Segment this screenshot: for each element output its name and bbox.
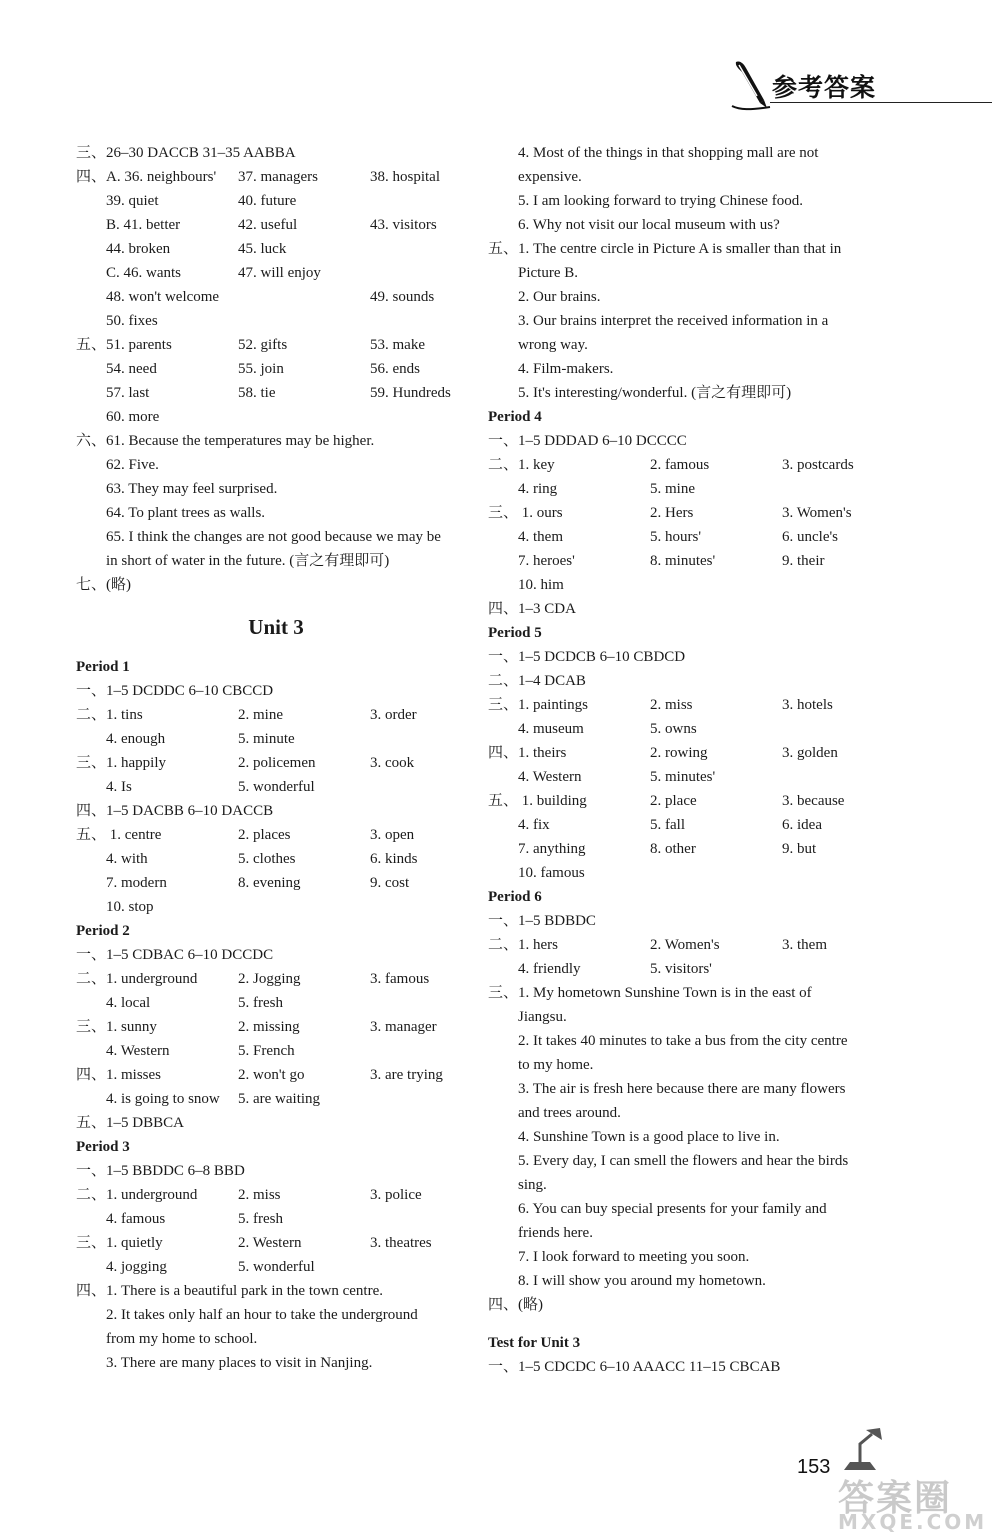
answer-line bbox=[488, 405, 888, 429]
answer-line bbox=[76, 1111, 476, 1135]
section-answer: 三、 1. ours bbox=[488, 505, 563, 521]
answer-item: 2. miss bbox=[238, 1187, 281, 1203]
answer-item: 4. enough bbox=[106, 731, 166, 747]
period-heading: Period 3 bbox=[76, 1139, 130, 1155]
answer-item: 2. Western bbox=[238, 1235, 302, 1251]
answer-line bbox=[488, 741, 888, 765]
section-answer: 一、1–5 CDBAC 6–10 DCCDC bbox=[76, 947, 274, 963]
answer-item: 8. evening bbox=[238, 875, 301, 891]
answer-item: 2. It takes only half an hour to take the underground bbox=[106, 1307, 418, 1323]
answer-line bbox=[76, 1327, 476, 1351]
answer-line bbox=[488, 885, 888, 909]
section-answer: 二、1. underground bbox=[76, 971, 198, 987]
answer-line bbox=[488, 765, 888, 789]
answer-line bbox=[488, 693, 888, 717]
answer-line bbox=[488, 573, 888, 597]
answer-line bbox=[76, 1279, 476, 1303]
answer-line bbox=[488, 1005, 888, 1029]
answer-line bbox=[488, 165, 888, 189]
answer-item: 5. minute bbox=[238, 731, 295, 747]
answer-item: 2. places bbox=[238, 827, 291, 843]
answer-item: 2. mine bbox=[238, 707, 283, 723]
answer-item: 38. hospital bbox=[370, 169, 440, 185]
answer-item: C. 46. wants bbox=[106, 265, 181, 281]
unit-title: Unit 3 bbox=[248, 615, 304, 639]
answer-line bbox=[76, 1183, 476, 1207]
answer-item: 3. police bbox=[370, 1187, 422, 1203]
answer-item: 4. ring bbox=[518, 481, 558, 497]
answer-line bbox=[76, 381, 476, 405]
answer-item: 3. The air is fresh here because there are many flowers bbox=[518, 1081, 846, 1097]
answer-item: 48. won't welcome bbox=[106, 289, 220, 305]
answer-line bbox=[76, 1231, 476, 1255]
answer-item: 3. There are many places to visit in Nanjing. bbox=[106, 1355, 373, 1371]
answer-item: 5. minutes' bbox=[650, 769, 716, 785]
answer-item: 3. famous bbox=[370, 971, 430, 987]
answer-item: 2. It takes 40 minutes to take a bus from the city centre bbox=[518, 1033, 848, 1049]
answer-line bbox=[76, 655, 476, 679]
answer-item: 5. fall bbox=[650, 817, 685, 833]
answer-line bbox=[488, 1245, 888, 1269]
answer-item: sing. bbox=[518, 1177, 547, 1193]
answer-item: 3. because bbox=[782, 793, 845, 809]
answer-item: 4. with bbox=[106, 851, 148, 867]
section-answer: 五、 1. building bbox=[488, 793, 587, 809]
answer-item: 3. open bbox=[370, 827, 415, 843]
answer-line bbox=[488, 1197, 888, 1221]
answer-item: 6. idea bbox=[782, 817, 822, 833]
answer-line bbox=[488, 1331, 888, 1355]
section-answer: 三、1. quietly bbox=[76, 1235, 163, 1251]
answer-item: 4. Film-makers. bbox=[518, 361, 614, 377]
answer-line bbox=[488, 1101, 888, 1125]
answer-item: 4. Is bbox=[106, 779, 132, 795]
answer-line bbox=[488, 429, 888, 453]
answer-item: 3. Our brains interpret the received information in a bbox=[518, 313, 829, 329]
answer-line bbox=[488, 525, 888, 549]
answer-item: 2. Hers bbox=[650, 505, 694, 521]
answer-item: 5. owns bbox=[650, 721, 697, 737]
answer-line bbox=[488, 381, 888, 405]
answer-line bbox=[76, 333, 476, 357]
answer-item: 53. make bbox=[370, 337, 425, 353]
answer-item: 6. Why not visit our local museum with us? bbox=[518, 217, 780, 233]
answer-item: 5. Every day, I can smell the flowers and hear the birds bbox=[518, 1153, 849, 1169]
answer-line bbox=[76, 165, 476, 189]
answer-item: 6. kinds bbox=[370, 851, 418, 867]
answer-item: 5. wonderful bbox=[238, 779, 315, 795]
answer-item: 39. quiet bbox=[106, 193, 159, 209]
answer-line bbox=[76, 775, 476, 799]
answer-line bbox=[76, 895, 476, 919]
period-heading: Period 6 bbox=[488, 889, 542, 905]
answer-item: 5. It's interesting/wonderful. (言之有理即可) bbox=[518, 385, 792, 401]
answer-line bbox=[76, 727, 476, 751]
answer-item: 4. friendly bbox=[518, 961, 581, 977]
answer-item: 37. managers bbox=[238, 169, 318, 185]
section-answer: 四、1. misses bbox=[76, 1067, 162, 1083]
page-header bbox=[730, 56, 992, 112]
answer-line bbox=[76, 213, 476, 237]
answer-item: 5. French bbox=[238, 1043, 295, 1059]
answer-line bbox=[76, 967, 476, 991]
answer-line bbox=[488, 1317, 888, 1331]
section-answer: 三、1. My hometown Sunshine Town is in the east of bbox=[488, 985, 812, 1001]
answer-item: wrong way. bbox=[518, 337, 588, 353]
section-answer: 二、1. key bbox=[488, 457, 555, 473]
answer-line bbox=[76, 1303, 476, 1327]
answer-line bbox=[76, 357, 476, 381]
watermark-text: 答案圈 bbox=[838, 1478, 953, 1519]
section-answer: 五、1–5 DBBCA bbox=[76, 1115, 184, 1131]
answer-line bbox=[488, 597, 888, 621]
answer-line bbox=[76, 919, 476, 943]
answer-item: 49. sounds bbox=[370, 289, 435, 305]
section-answer: 三、1. paintings bbox=[488, 697, 588, 713]
section-answer: 二、1. tins bbox=[76, 707, 143, 723]
answer-item: 4. is going to snow bbox=[106, 1091, 220, 1107]
answer-item: 64. To plant trees as walls. bbox=[106, 505, 266, 521]
answer-line bbox=[488, 549, 888, 573]
answer-item: 57. last bbox=[106, 385, 150, 401]
answer-item: 3. cook bbox=[370, 755, 415, 771]
answer-item: 40. future bbox=[238, 193, 297, 209]
answer-line bbox=[488, 1269, 888, 1293]
answer-line bbox=[488, 1355, 888, 1379]
answer-line bbox=[488, 669, 888, 693]
answer-line bbox=[76, 1255, 476, 1279]
answer-line bbox=[76, 1351, 476, 1375]
answer-item: 4. local bbox=[106, 995, 151, 1011]
answer-item: 4. them bbox=[518, 529, 563, 545]
answer-line bbox=[76, 799, 476, 823]
answer-item: friends here. bbox=[518, 1225, 593, 1241]
section-answer: 一、1–5 CDCDC 6–10 AAACC 11–15 CBCAB bbox=[488, 1359, 781, 1375]
answer-line bbox=[488, 981, 888, 1005]
answer-item: and trees around. bbox=[518, 1105, 621, 1121]
answer-line bbox=[488, 1149, 888, 1173]
answer-item: 8. I will show you around my hometown. bbox=[518, 1273, 766, 1289]
answer-item: 60. more bbox=[106, 409, 160, 425]
answer-line bbox=[488, 1293, 888, 1317]
answer-line bbox=[488, 237, 888, 261]
section-answer: 六、61. Because the temperatures may be higher. bbox=[76, 433, 375, 449]
answer-line bbox=[76, 1159, 476, 1183]
answer-line bbox=[488, 789, 888, 813]
answer-line bbox=[488, 453, 888, 477]
section-answer: 五、 1. centre bbox=[76, 827, 162, 843]
answer-line bbox=[76, 751, 476, 775]
answer-line bbox=[76, 1015, 476, 1039]
section-answer: 三、1. happily bbox=[76, 755, 166, 771]
answer-line bbox=[76, 309, 476, 333]
answer-item: 10. famous bbox=[518, 865, 585, 881]
answer-item: 5. fresh bbox=[238, 995, 283, 1011]
left-column bbox=[76, 141, 476, 1375]
answer-line bbox=[488, 333, 888, 357]
answer-line bbox=[76, 871, 476, 895]
answer-line bbox=[488, 837, 888, 861]
answer-line bbox=[76, 189, 476, 213]
pen-icon bbox=[730, 56, 776, 112]
period-heading: Period 1 bbox=[76, 659, 130, 675]
answer-item: 5. clothes bbox=[238, 851, 296, 867]
period-heading: Period 2 bbox=[76, 923, 130, 939]
answer-line bbox=[488, 501, 888, 525]
answer-item: 5. fresh bbox=[238, 1211, 283, 1227]
answer-line bbox=[76, 525, 476, 549]
answer-item: 3. are trying bbox=[370, 1067, 443, 1083]
answer-item: 47. will enjoy bbox=[238, 265, 321, 281]
answer-item: 2. place bbox=[650, 793, 697, 809]
answer-line bbox=[76, 823, 476, 847]
answer-item: 2. won't go bbox=[238, 1067, 305, 1083]
answer-item: 5. visitors' bbox=[650, 961, 712, 977]
section-answer: 一、1–5 BDBDC bbox=[488, 913, 596, 929]
answer-item: from my home to school. bbox=[106, 1331, 258, 1347]
period-heading: Period 5 bbox=[488, 625, 542, 641]
section-answer: 四、(略) bbox=[488, 1297, 543, 1313]
answer-line bbox=[488, 909, 888, 933]
answer-item: 58. tie bbox=[238, 385, 276, 401]
answer-line bbox=[76, 429, 476, 453]
header-rule bbox=[770, 102, 992, 103]
answer-item: 7. I look forward to meeting you soon. bbox=[518, 1249, 750, 1265]
answer-line bbox=[76, 501, 476, 525]
watermark bbox=[830, 1426, 1002, 1532]
answer-line bbox=[76, 285, 476, 309]
section-answer: 四、1. theirs bbox=[488, 745, 567, 761]
answer-item: 4. museum bbox=[518, 721, 584, 737]
answer-item: 10. stop bbox=[106, 899, 154, 915]
answer-line bbox=[76, 549, 476, 573]
answer-line bbox=[76, 453, 476, 477]
answer-line bbox=[488, 1053, 888, 1077]
section-answer: 三、26–30 DACCB 31–35 AABBA bbox=[76, 145, 296, 161]
answer-item: to my home. bbox=[518, 1057, 594, 1073]
answer-item: 7. modern bbox=[106, 875, 167, 891]
answer-item: 9. but bbox=[782, 841, 817, 857]
answer-item: 4. jogging bbox=[106, 1259, 167, 1275]
section-answer: 二、1. hers bbox=[488, 937, 558, 953]
answer-line bbox=[76, 1063, 476, 1087]
answer-line bbox=[76, 573, 476, 597]
answer-item: 8. minutes' bbox=[650, 553, 716, 569]
answer-item: 2. miss bbox=[650, 697, 693, 713]
section-answer: 四、1–3 CDA bbox=[488, 601, 576, 617]
answer-line bbox=[76, 1135, 476, 1159]
answer-item: 3. manager bbox=[370, 1019, 437, 1035]
answer-item: 2. Jogging bbox=[238, 971, 301, 987]
section-answer: 二、1. underground bbox=[76, 1187, 198, 1203]
answer-item: 44. broken bbox=[106, 241, 171, 257]
section-answer: 四、1. There is a beautiful park in the town centre. bbox=[76, 1283, 383, 1299]
answer-line bbox=[488, 957, 888, 981]
answer-item: 42. useful bbox=[238, 217, 298, 233]
answer-line bbox=[488, 1029, 888, 1053]
answer-item: 50. fixes bbox=[106, 313, 158, 329]
answer-line bbox=[76, 405, 476, 429]
answer-line bbox=[488, 813, 888, 837]
answer-item: 55. join bbox=[238, 361, 284, 377]
section-answer: 五、1. The centre circle in Picture A is smaller than that in bbox=[488, 241, 842, 257]
answer-line bbox=[488, 621, 888, 645]
answer-item: 56. ends bbox=[370, 361, 420, 377]
watermark-lamp-icon bbox=[836, 1426, 896, 1476]
answer-item: 10. him bbox=[518, 577, 564, 593]
answer-item: 5. I am looking forward to trying Chinese food. bbox=[518, 193, 803, 209]
answer-line bbox=[76, 1087, 476, 1111]
answer-line bbox=[488, 261, 888, 285]
answer-line bbox=[488, 861, 888, 885]
section-answer: 七、(略) bbox=[76, 577, 131, 593]
answer-item: 2. famous bbox=[650, 457, 710, 473]
answer-line bbox=[488, 285, 888, 309]
answer-item: 65. I think the changes are not good because we may be bbox=[106, 529, 441, 545]
answer-line bbox=[488, 933, 888, 957]
answer-item: 4. fix bbox=[518, 817, 550, 833]
answer-line bbox=[488, 1221, 888, 1245]
section-answer: 三、1. sunny bbox=[76, 1019, 157, 1035]
answer-item: 5. wonderful bbox=[238, 1259, 315, 1275]
answer-line bbox=[488, 141, 888, 165]
answer-item: 45. luck bbox=[238, 241, 287, 257]
answer-line bbox=[76, 679, 476, 703]
answer-item: 6. uncle's bbox=[782, 529, 839, 545]
answer-line bbox=[488, 1173, 888, 1197]
answer-item: 4. famous bbox=[106, 1211, 166, 1227]
answer-item: 43. visitors bbox=[370, 217, 437, 233]
section-answer: 一、1–5 BBDDC 6–8 BBD bbox=[76, 1163, 245, 1179]
answer-item: 3. golden bbox=[782, 745, 838, 761]
answer-item: Picture B. bbox=[518, 265, 578, 281]
period-heading: Period 4 bbox=[488, 409, 542, 425]
section-answer: 一、1–5 DCDCB 6–10 CBDCD bbox=[488, 649, 686, 665]
answer-line bbox=[76, 1207, 476, 1231]
answer-item: B. 41. better bbox=[106, 217, 181, 233]
answer-line bbox=[76, 703, 476, 727]
answer-line bbox=[76, 943, 476, 967]
answer-item: 3. order bbox=[370, 707, 417, 723]
answer-line bbox=[488, 213, 888, 237]
answer-line bbox=[488, 189, 888, 213]
answer-item: 3. theatres bbox=[370, 1235, 432, 1251]
answer-item: 4. Western bbox=[518, 769, 582, 785]
answer-item: 7. anything bbox=[518, 841, 586, 857]
period-heading: Test for Unit 3 bbox=[488, 1335, 581, 1351]
answer-item: Jiangsu. bbox=[518, 1009, 567, 1025]
answer-item: 5. mine bbox=[650, 481, 695, 497]
answer-item: 54. need bbox=[106, 361, 157, 377]
answer-item: 6. You can buy special presents for your family and bbox=[518, 1201, 827, 1217]
answer-item: 59. Hundreds bbox=[370, 385, 451, 401]
answer-item: 62. Five. bbox=[106, 457, 159, 473]
answer-item: 4. Western bbox=[106, 1043, 170, 1059]
answer-line bbox=[488, 645, 888, 669]
page-number: 153 bbox=[797, 1456, 831, 1478]
section-answer: 二、1–4 DCAB bbox=[488, 673, 586, 689]
answer-line bbox=[488, 1077, 888, 1101]
answer-item: 3. Women's bbox=[782, 505, 852, 521]
answer-item: 3. postcards bbox=[782, 457, 854, 473]
answer-line bbox=[488, 357, 888, 381]
answer-item: 9. their bbox=[782, 553, 825, 569]
answer-line bbox=[76, 237, 476, 261]
right-column bbox=[488, 141, 888, 1379]
answer-line bbox=[488, 1125, 888, 1149]
section-answer: 四、A. 36. neighbours' bbox=[76, 169, 217, 185]
answer-line bbox=[488, 477, 888, 501]
answer-line bbox=[488, 717, 888, 741]
answer-item: 2. missing bbox=[238, 1019, 300, 1035]
answer-item: 2. Women's bbox=[650, 937, 720, 953]
answer-line bbox=[76, 1039, 476, 1063]
answer-line bbox=[76, 261, 476, 285]
watermark-url: MXQE.COM bbox=[838, 1510, 988, 1534]
answer-line bbox=[76, 847, 476, 871]
answer-item: 63. They may feel surprised. bbox=[106, 481, 278, 497]
header-title: 参考答案 bbox=[772, 73, 877, 102]
answer-item: in short of water in the future. (言之有理即可) bbox=[106, 553, 390, 569]
section-answer: 五、51. parents bbox=[76, 337, 172, 353]
answer-item: 8. other bbox=[650, 841, 696, 857]
answer-item: expensive. bbox=[518, 169, 582, 185]
answer-item: 5. hours' bbox=[650, 529, 702, 545]
answer-item: 4. Most of the things in that shopping mall are not bbox=[518, 145, 819, 161]
answer-item: 3. them bbox=[782, 937, 827, 953]
answer-item: 2. policemen bbox=[238, 755, 316, 771]
section-answer: 四、1–5 DACBB 6–10 DACCB bbox=[76, 803, 274, 819]
section-answer: 一、1–5 DDDAD 6–10 DCCCC bbox=[488, 433, 687, 449]
answer-item: 52. gifts bbox=[238, 337, 288, 353]
answer-item: 9. cost bbox=[370, 875, 410, 891]
answer-item: 3. hotels bbox=[782, 697, 833, 713]
answer-line bbox=[76, 477, 476, 501]
section-answer: 一、1–5 DCDDC 6–10 CBCCD bbox=[76, 683, 274, 699]
answer-item: 4. Sunshine Town is a good place to live in. bbox=[518, 1129, 780, 1145]
answer-item: 2. rowing bbox=[650, 745, 708, 761]
answer-item: 7. heroes' bbox=[518, 553, 575, 569]
answer-item: 2. Our brains. bbox=[518, 289, 601, 305]
answer-item: 5. are waiting bbox=[238, 1091, 321, 1107]
answer-line bbox=[76, 141, 476, 165]
answer-line bbox=[488, 309, 888, 333]
answer-line bbox=[76, 991, 476, 1015]
